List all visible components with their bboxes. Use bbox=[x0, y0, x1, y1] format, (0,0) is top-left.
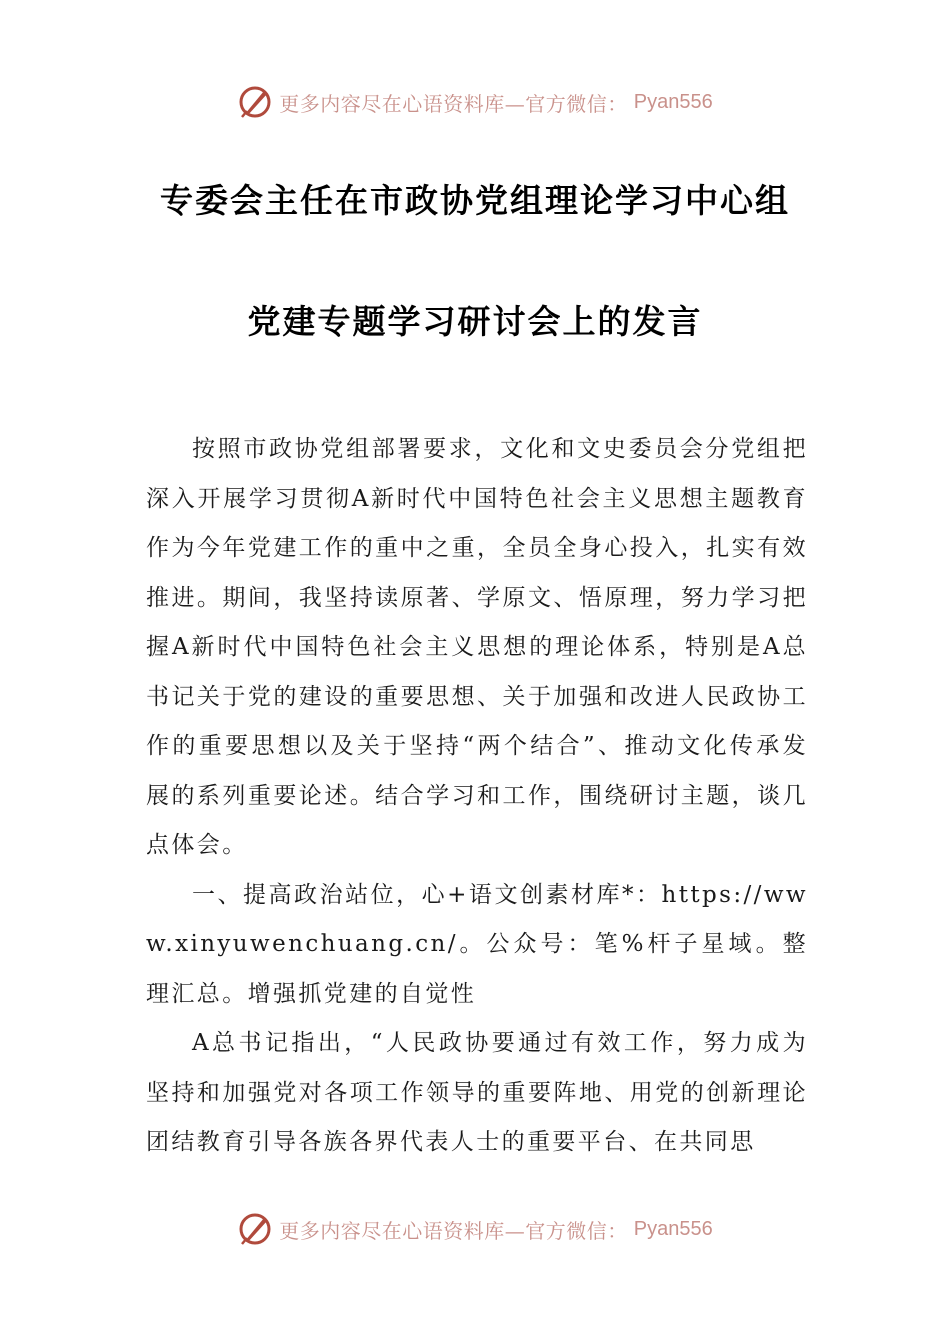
quill-logo-icon bbox=[237, 1211, 273, 1247]
paragraph-quote: A总书记指出，“人民政协要通过有效工作，努力成为坚持和加强党对各项工作领导的重要阵地、用党的创新理论团结教育引导各族各界代表人士的重要平台、在共同思 bbox=[146, 1030, 808, 1155]
paragraph-intro: 按照市政协党组部署要求，文化和文史委员会分党组把深入开展学习贯彻A新时代中国特色社会主义思想主题教育作为今年党建工作的重中之重，全员全身心投入，扎实有效推进。期间，我坚持读原著、学原文、悟原理，努力学习把握A新时代中国特色社会主义思想的理论体系，特别是A总书记关于党的建设的重要思想、关于加强和改进人民政协工作的重要思想以及关于坚持“两个结合”、推动文化传承发展的系列重要论述。结合学习和工作，围绕研讨主题，谈几点体会。 bbox=[146, 436, 808, 858]
watermark-text: 更多内容尽在心语资料库—官方微信： bbox=[279, 91, 628, 116]
watermark-wechat-id: Pyan556 bbox=[633, 90, 713, 113]
watermark-text: 更多内容尽在心语资料库—官方微信： bbox=[279, 1218, 628, 1243]
header-watermark bbox=[0, 82, 950, 122]
footer-watermark bbox=[0, 1209, 950, 1249]
watermark-wechat-id: Pyan556 bbox=[633, 1217, 713, 1240]
quill-logo-icon bbox=[237, 84, 273, 120]
paragraph-section-heading: 一、提高政治站位，心+语文创素材库*：https://www.xinyuwenchuang.cn/。公众号：笔%杆子星域。整理汇总。增强抓党建的自觉性 bbox=[146, 881, 808, 1007]
document-body bbox=[146, 425, 808, 1168]
document-title-line-1: 专委会主任在市政协党组理论学习中心组 bbox=[160, 181, 790, 220]
document-title-line-2: 党建专题学习研讨会上的发言 bbox=[247, 302, 703, 341]
